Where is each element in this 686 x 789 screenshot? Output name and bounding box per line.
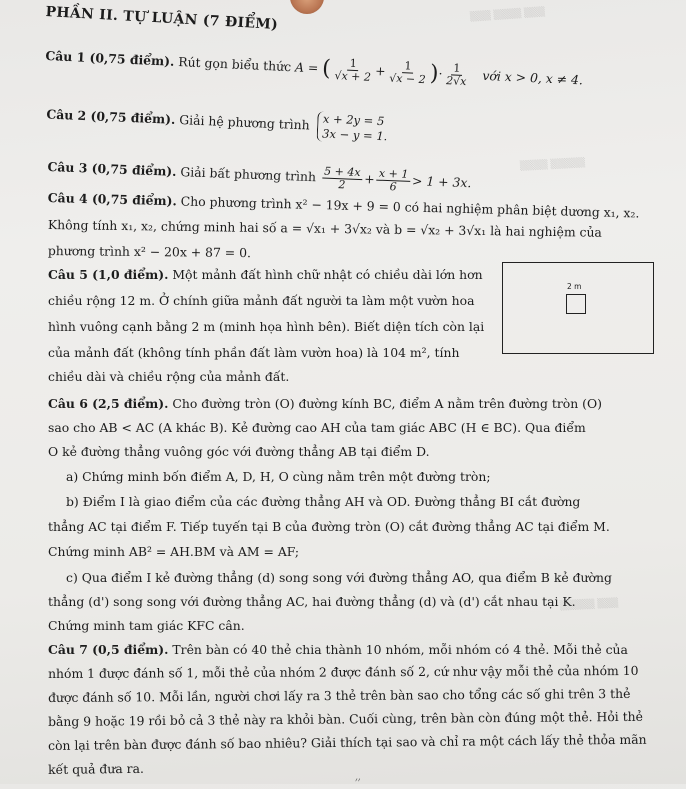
question-4-line-3: phương trình x² − 20x + 87 = 0. — [47, 243, 252, 261]
question-6-line-1 — [48, 396, 602, 412]
page-mark: ׳׳ — [355, 774, 361, 788]
fraction: $\frac{1}{2√x}$ — [445, 61, 467, 89]
garden-square-figure — [566, 294, 586, 314]
question-6b-line-3: Chứng minh AB² = AH.BM và AM = AF; — [48, 544, 300, 559]
question-2 — [46, 100, 389, 144]
bleed-text: ▒▒▒▒▒ ▒▒▒ — [559, 598, 619, 612]
question-1: Câu 1 (0,75 điểm). Rút gọn biểu thức A = ( $\frac{1}{√x + 2}$ + $\frac{1}{√x - 2}$ )· $\frac{1}{2√x}$ với x > 0, x ≠ 4. — [45, 47, 584, 89]
question-7-line-6: kết quả đưa ra. — [48, 760, 144, 777]
question-6-line-3: O kẻ đường thẳng vuông góc với đường thẳng AB tại điểm D. — [48, 444, 430, 459]
question-6b-line-1: b) Điểm I là giao điểm của các đường thẳng AH và OD. Đường thẳng BI cắt đường — [66, 494, 581, 509]
question-label: Câu 3 (0,75 điểm). — [47, 158, 177, 179]
question-6c-line-3: Chứng minh tam giác KFC cân. — [48, 618, 245, 633]
question-7-line-1 — [48, 642, 628, 658]
question-text: Trên bàn có 40 thẻ chia thành 10 nhóm, mỗi nhóm có 4 thẻ. Mỗi thẻ của — [172, 642, 628, 657]
question-label: Câu 7 (0,5 điểm). — [48, 642, 169, 657]
question-5-line-3: hình vuông cạnh bằng 2 m (minh họa hình bên). Biết diện tích còn lại — [48, 319, 485, 334]
question-text: Một mảnh đất hình chữ nhật có chiều dài lớn hơn — [172, 267, 483, 282]
question-label: Câu 4 (0,75 điểm). — [47, 190, 178, 209]
question-6a: a) Chứng minh bốn điểm A, D, H, O cùng nằm trên một đường tròn; — [66, 469, 491, 484]
math-text: với x > 0, x ≠ 4. — [482, 67, 584, 88]
fraction: $\frac{x + 1}{6}$ — [376, 168, 410, 194]
question-5-line-4: của mảnh đất (không tính phần đất làm vườn hoa) là 104 m², tính — [48, 345, 460, 360]
fraction: $\frac{5 + 4x}{2}$ — [321, 166, 362, 193]
question-7-line-2: nhóm 1 được đánh số 1, mỗi thẻ của nhóm 2 được đánh số 2, cứ như vậy mỗi thẻ của nhóm 10 — [48, 662, 639, 681]
question-text: Giải hệ phương trình — [178, 112, 310, 133]
question-6c-line-1: c) Qua điểm I kẻ đường thẳng (d) song song với đường thẳng AO, qua điểm B kẻ đường — [66, 570, 612, 585]
bleed-text: ▒▒▒▒ ▒▒▒▒▒ — [519, 158, 586, 172]
question-label: Câu 5 (1,0 điểm). — [48, 267, 169, 282]
question-7-line-5: còn lại trên bàn được đánh số bao nhiêu? Giải thích tại sao và chỉ ra một cách lấy thẻ thỏa mãn — [48, 731, 647, 753]
question-4-line-1 — [48, 190, 640, 221]
question-label: Câu 1 (0,75 điểm). — [45, 47, 175, 69]
bleed-text: ▒▒▒ ▒▒▒▒ ▒▒▒ — [469, 7, 546, 23]
garden-size-label: 2 m — [567, 282, 582, 291]
fraction: $\frac{1}{√x + 2}$ — [334, 56, 372, 84]
question-6c-line-2: thẳng (d') song song với đường thẳng AC, hai đường thẳng (d) và (d') cắt nhau tại K. — [48, 594, 576, 609]
question-7-line-3: được đánh số 10. Mỗi lần, người chơi lấy ra 3 thẻ trên bàn sao cho tổng các số ghi trên 3 thẻ — [48, 685, 631, 705]
question-4-line-2: Không tính x₁, x₂, chứng minh hai số a = √x₁ + 3√x₂ và b = √x₂ + 3√x₁ là hai nghiệm của — [47, 217, 602, 240]
question-5-line-5: chiều dài và chiều rộng của mảnh đất. — [48, 369, 290, 384]
question-label: Câu 6 (2,5 điểm). — [48, 396, 169, 411]
question-text: Cho đường tròn (O) đường kính BC, điểm A nằm trên đường tròn (O) — [172, 396, 602, 411]
question-6-line-2: sao cho AB < AC (A khác B). Kẻ đường cao AH của tam giác ABC (H ∈ BC). Qua điểm — [48, 420, 586, 435]
equation-system: x + 2y = 5 3x − y = 1. — [317, 111, 388, 144]
question-label: Câu 2 (0,75 điểm). — [46, 106, 176, 127]
finger-shadow — [290, 0, 324, 14]
question-text: Rút gọn biểu thức — [178, 54, 292, 75]
question-text: Cho phương trình x² − 19x + 9 = 0 có hai nghiệm phân biệt dương x₁, x₂. — [180, 193, 640, 221]
math-text: A = — [294, 59, 319, 76]
question-5-line-1 — [48, 267, 483, 283]
question-6b-line-2: thẳng AC tại điểm F. Tiếp tuyến tại B của đường tròn (O) cắt đường thẳng AC tại điểm M. — [48, 519, 610, 534]
question-7-line-4: bằng 9 hoặc 19 rồi bỏ cả 3 thẻ này ra khỏi bàn. Cuối cùng, trên bàn còn đúng một thẻ. Hỏi thẻ — [48, 708, 644, 729]
question-5-line-2: chiều rộng 12 m. Ở chính giữa mảnh đất người ta làm một vườn hoa — [48, 293, 475, 308]
section-title: PHẦN II. TỰ LUẬN (7 ĐIỂM) — [45, 4, 279, 33]
question-text: Giải bất phương trình — [180, 164, 317, 185]
question-3: Câu 3 (0,75 điểm). Giải bất phương trình $\frac{5 + 4x}{2}$ + $\frac{x + 1}{6}$ > 1 + 3x. — [47, 158, 472, 194]
fraction: $\frac{1}{√x - 2}$ — [388, 59, 426, 87]
